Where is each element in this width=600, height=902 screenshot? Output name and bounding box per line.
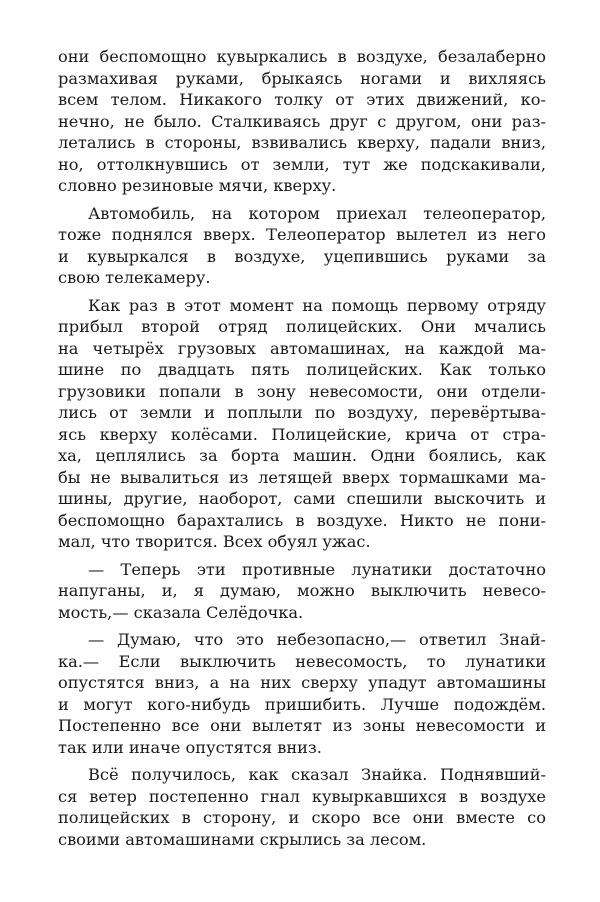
- text-line: Как раз в этот момент на помощь первому отряду: [88, 295, 546, 315]
- text-line: всем телом. Никакого толку от этих движений, ко-: [58, 90, 546, 109]
- text-line: ся ветер постепенно гнал кувыркавшихся в воздухе: [58, 786, 546, 806]
- text-line: напуганы, и, я думаю, можно выключить невесо-: [58, 581, 546, 600]
- text-line: но, оттолкнувшись от земли, тут же подскакивали,: [58, 154, 546, 174]
- paragraph: [58, 764, 546, 850]
- page-text: [58, 46, 546, 850]
- text-line: нечно, не было. Сталкиваясь друг с другом, они раз-: [58, 111, 546, 131]
- text-line: шины, другие, наоборот, сами спешили выскочить и: [58, 489, 546, 508]
- paragraph: [58, 295, 546, 553]
- text-line: и кувыркался в воздухе, уцепившись руками за: [58, 246, 546, 266]
- text-line: опустятся вниз, а на них сверху упадут автомашины: [58, 673, 546, 692]
- text-line: Автомобиль, на котором приехал телеоператор,: [88, 203, 546, 223]
- text-line: Всё получилось, как сказал Знайка. Поднявший-: [88, 765, 546, 784]
- text-line: полицейских в сторону, и скоро все они вместе со: [58, 808, 546, 827]
- text-line: тоже поднялся вверх. Телеоператор вылетел из него: [58, 225, 546, 244]
- paragraph: [58, 203, 546, 289]
- text-line: — Теперь эти противные лунатики достаточно: [88, 559, 546, 579]
- text-line: лись от земли и поплыли по воздуху, перевёртыва-: [58, 403, 546, 422]
- paragraph: [58, 629, 546, 758]
- text-line: свою телекамеру.: [58, 268, 211, 287]
- text-line: размахивая руками, брыкаясь ногами и вихляясь: [58, 68, 546, 88]
- paragraph: [58, 559, 546, 624]
- text-line: шине по двадцать пять полицейских. Как только: [58, 360, 546, 379]
- text-line: — Думаю, что это небезопасно,— ответил Знай-: [88, 630, 546, 649]
- text-line: своими автомашинами скрылись за лесом.: [58, 829, 427, 849]
- text-line: беспомощно барахтались в воздухе. Никто не пони-: [58, 510, 546, 530]
- text-line: ясь кверху колёсами. Полицейские, крича от стра-: [58, 424, 546, 444]
- text-line: так или иначе опустятся вниз.: [58, 737, 322, 757]
- text-line: ха, цеплялись за борта машин. Одни боялись, как: [58, 446, 546, 465]
- text-line: и могут кого-нибудь пришибить. Лучше подождём.: [58, 694, 546, 714]
- text-line: грузовики попали в зону невесомости, они отдели-: [58, 381, 546, 401]
- text-line: мость,— сказала Селёдочка.: [58, 602, 304, 622]
- text-line: бы не вывалиться из летящей вверх тормашками ма-: [58, 467, 546, 487]
- paragraph: [58, 46, 546, 197]
- text-line: на четырёх грузовых автомашинах, на каждой ма-: [58, 338, 546, 358]
- text-line: мал, что творится. Всех обуял ужас.: [58, 532, 371, 551]
- text-line: Постепенно все они вылетят из зоны невесомости и: [58, 716, 546, 735]
- text-line: летались в стороны, взвивались кверху, падали вниз,: [58, 133, 546, 152]
- text-line: они беспомощно кувыркались в воздухе, безалаберно: [58, 47, 546, 66]
- text-line: словно резиновые мячи, кверху.: [58, 176, 337, 195]
- text-line: прибыл второй отряд полицейских. Они мчались: [58, 317, 546, 336]
- text-line: ка.— Если выключить невесомость, то лунатики: [58, 651, 546, 671]
